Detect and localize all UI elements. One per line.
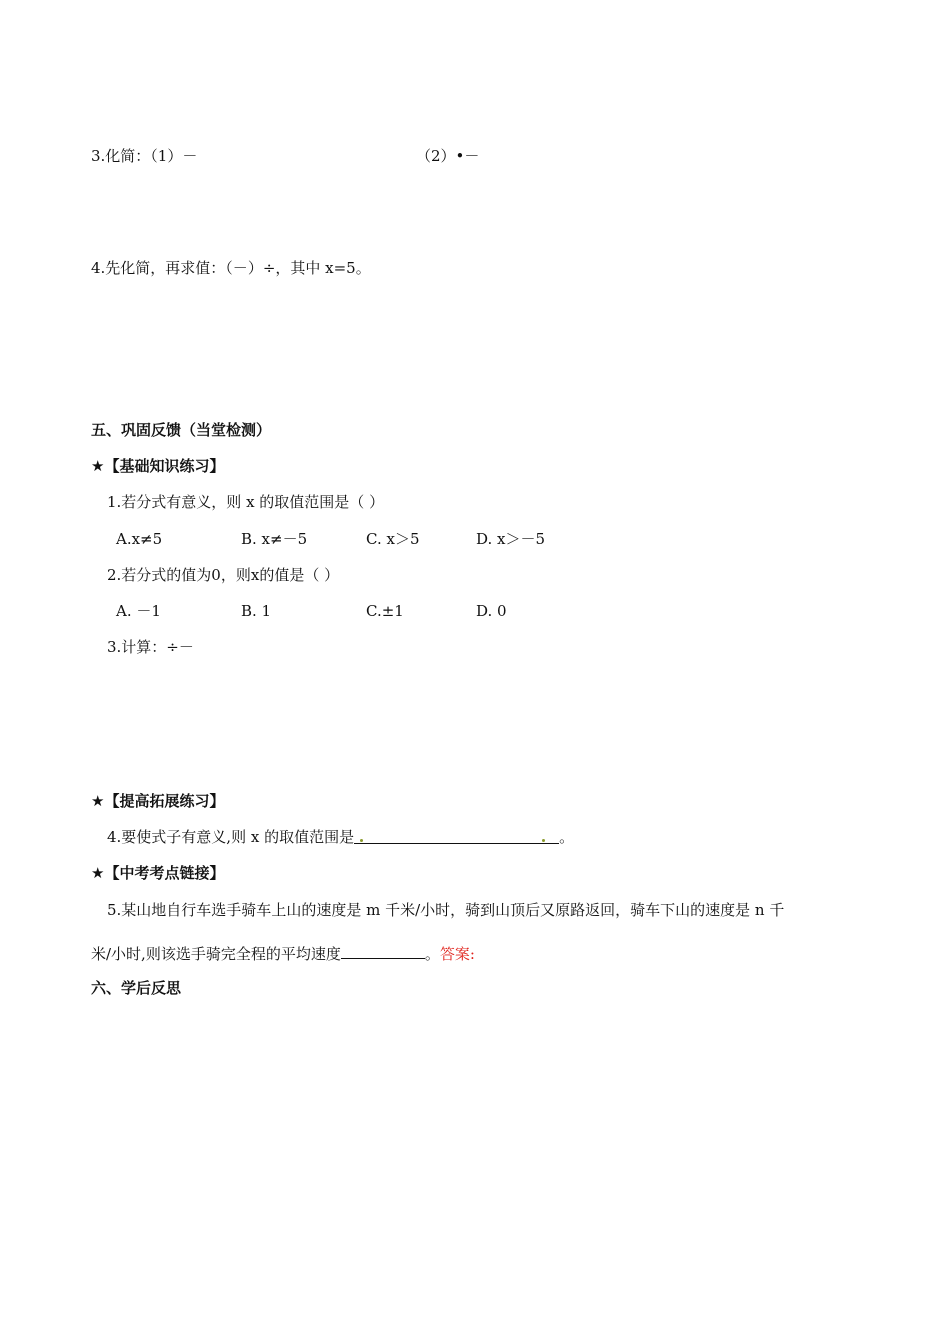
- basic-q3-text: 3.计算：÷－: [107, 638, 194, 656]
- basic-q1-text: 1.若分式有意义，则 x 的取值范围是（ ）: [107, 493, 385, 511]
- basic-q2-option-b: B. 1: [241, 602, 272, 620]
- exam-link-heading: ★【中考考点链接】: [91, 864, 225, 882]
- advanced-q4: [107, 827, 574, 847]
- advanced-practice-heading: ★【提高拓展练习】: [91, 792, 225, 810]
- q4-evaluate: 4.先化简，再求值：（－）÷，其中 x=5。: [91, 259, 371, 277]
- advanced-q4-prefix: 4.要使式子有意义,则 x 的取值范围是: [107, 828, 355, 846]
- blank-start-mark: [360, 839, 363, 842]
- q3-simplify-part2: （2）•－: [416, 147, 480, 165]
- basic-q2-text: 2.若分式的值为0，则x的值是（ ）: [107, 566, 340, 584]
- basic-q1-option-c: C. x＞5: [366, 530, 420, 548]
- basic-practice-heading: ★【基础知识练习】: [91, 457, 225, 475]
- basic-q1-option-d: D. x＞－5: [476, 530, 546, 548]
- basic-q2-option-d: D. 0: [476, 602, 507, 620]
- basic-q1-option-b: B. x≠－5: [241, 530, 308, 548]
- exam-q5-line2-suffix: 。: [424, 945, 440, 963]
- section6-title: 六、学后反思: [91, 979, 182, 997]
- exam-q5-answer-blank: [341, 942, 425, 959]
- exam-q5-line2: [91, 942, 475, 964]
- basic-q2-option-c: C.±1: [366, 602, 404, 620]
- blank-end-mark: [542, 839, 545, 842]
- exam-q5-answer-label: 答案:: [439, 945, 475, 963]
- advanced-q4-suffix: 。: [559, 828, 575, 846]
- section5-title: 五、巩固反馈（当堂检测）: [91, 421, 272, 439]
- advanced-q4-answer-blank: [354, 827, 559, 844]
- exam-q5-line1: 5.某山地自行车选手骑车上山的速度是 m 千米/小时，骑到山顶后又原路返回，骑车下山的速度是 n 千: [107, 901, 785, 919]
- basic-q1-option-a: A.x≠5: [116, 530, 163, 548]
- basic-q2-option-a: A. －1: [116, 602, 161, 620]
- q3-simplify-label: 3.化简：（1）－: [91, 147, 198, 165]
- exam-q5-line2-prefix: 米/小时,则该选手骑完全程的平均速度: [91, 945, 341, 963]
